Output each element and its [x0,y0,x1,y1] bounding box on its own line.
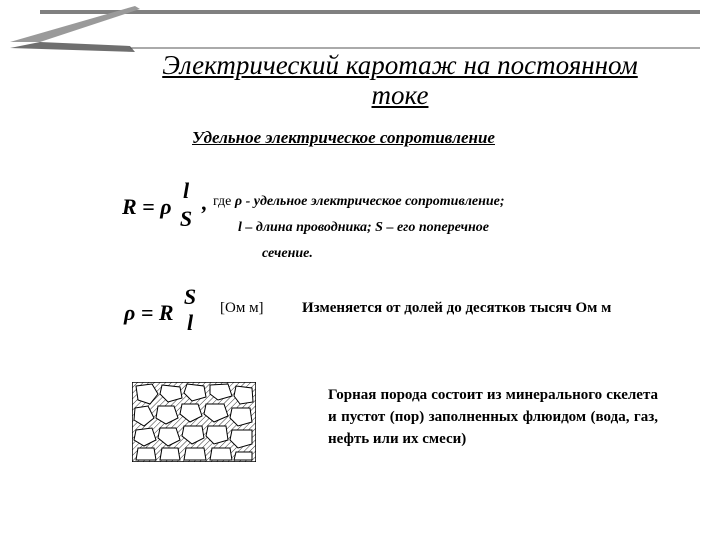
definition-rho [213,194,505,210]
formula1-numerator: l [182,178,190,203]
definition-length-area: l – длина проводника; S – его поперечное [238,220,489,235]
rock-texture-illustration [132,382,256,462]
formula1-lhs: R = ρ [122,194,172,219]
range-text: Изменяется от долей до десятков тысяч Ом м [302,300,612,316]
formula1-denominator: S [179,206,193,231]
formula1-comma: , [202,190,208,215]
unit-label: [Ом м] [220,300,264,316]
slide-subtitle: Удельное электрическое сопротивление [192,128,495,147]
slide-title [120,50,680,110]
rock-description: Горная порода состоит из минерального скелета и пустот (пор) заполненных флюидом (вода, газ, нефть или их смеси) [328,387,658,447]
where-word: где [213,194,232,209]
slide-title-line2: токе [371,80,429,110]
formula2-numerator: S [183,284,197,309]
formula2-lhs: ρ = R [124,300,174,325]
definition-section: сечение. [262,246,313,261]
rho-definition: ρ - удельное электрическое сопротивление; [234,194,505,209]
slide-title-line1: Электрический каротаж на постоянном [162,50,638,80]
formula2-denominator: l [186,310,194,335]
